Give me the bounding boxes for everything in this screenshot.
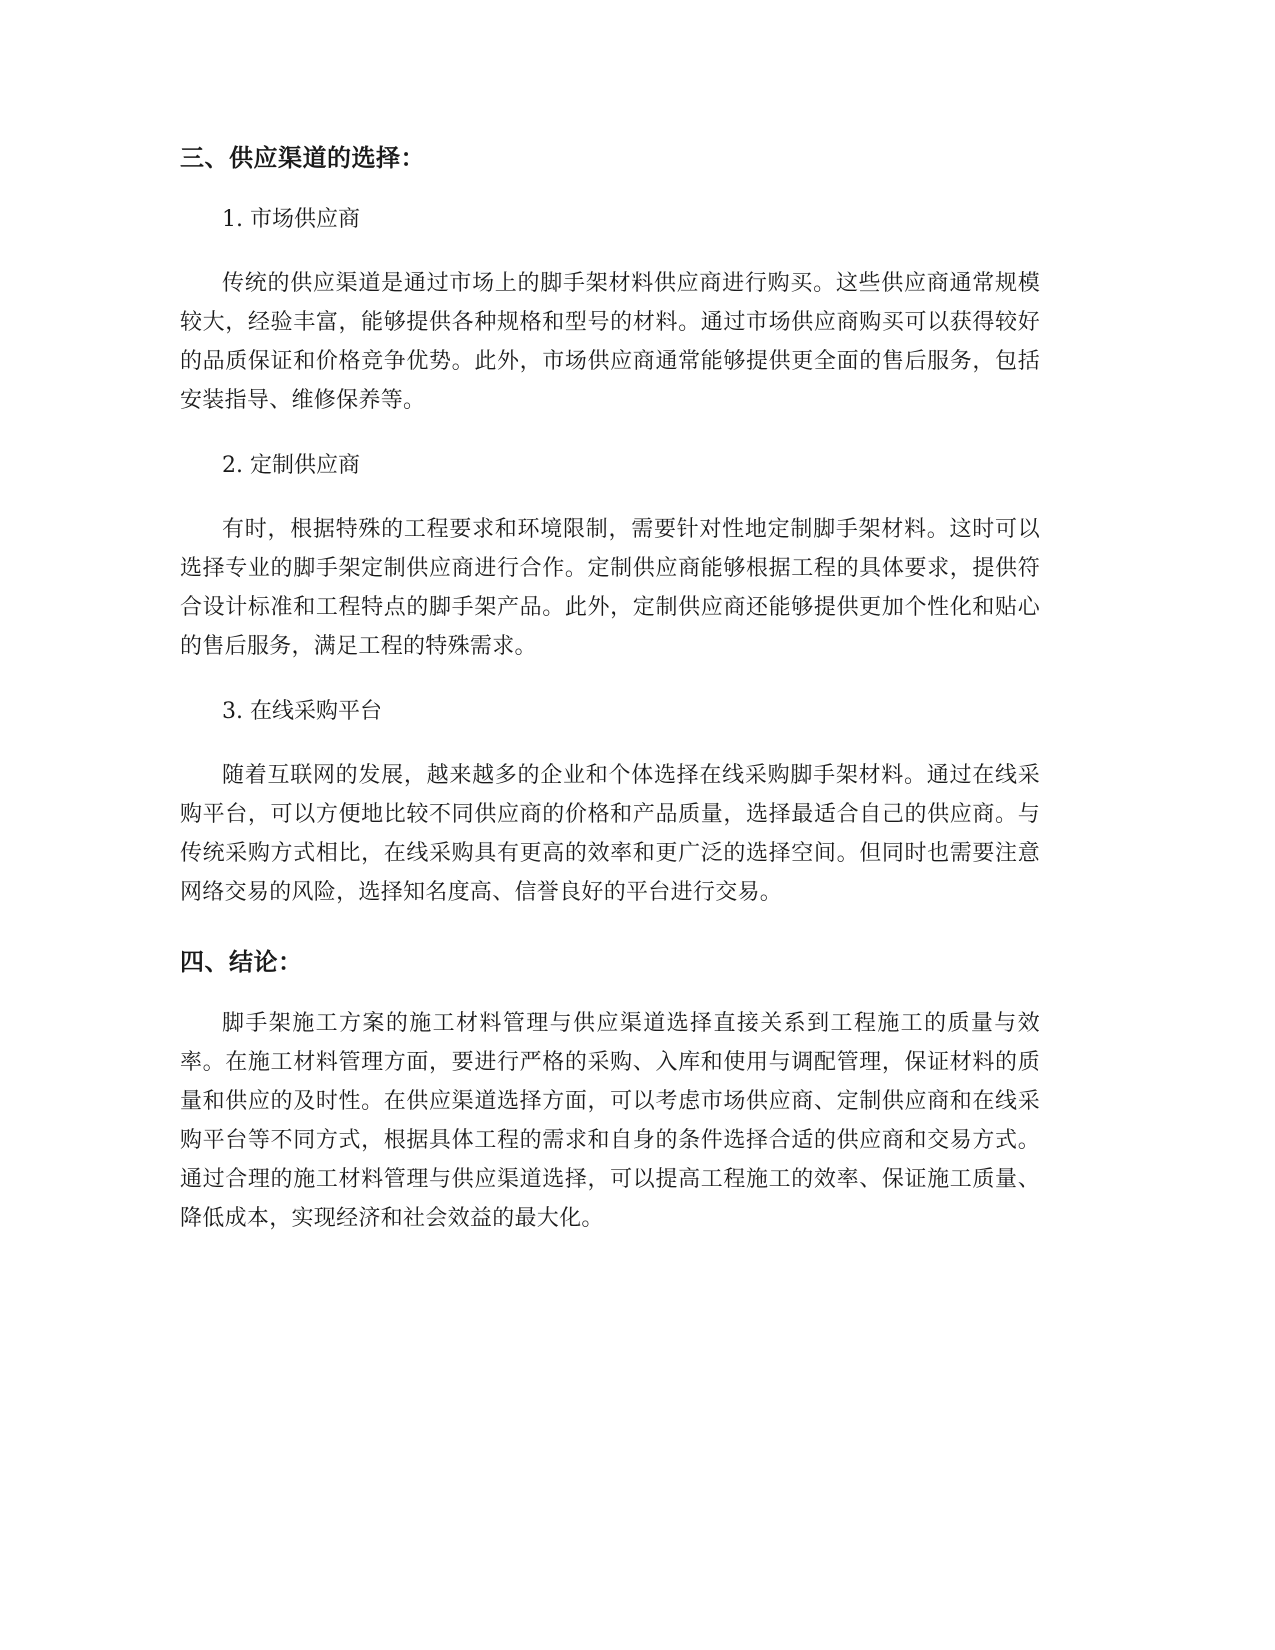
paragraph-market-suppliers: 传统的供应渠道是通过市场上的脚手架材料供应商进行购买。这些供应商通常规模较大，经验丰富，能够提供各种规格和型号的材料。通过市场供应商购买可以获得较好的品质保证和价格竞争优势。此外，市场供应商通常能够提供更全面的售后服务，包括安装指导、维修保养等。 — [180, 271, 1040, 413]
paragraph-online-platform: 随着互联网的发展，越来越多的企业和个体选择在线采购脚手架材料。通过在线采购平台，可以方便地比较不同供应商的价格和产品质量，选择最适合自己的供应商。与传统采购方式相比，在线采购具有更高的效率和更广泛的选择空间。但同时也需要注意网络交易的风险，选择知名度高、信誉良好的平台进行交易。 — [180, 763, 1040, 905]
section-heading-conclusion: 四、结论： — [180, 948, 303, 976]
subheading-market-suppliers: 1. 市场供应商 — [222, 207, 360, 232]
document-page — [180, 138, 1040, 1264]
section-heading-supply-channels: 三、供应渠道的选择： — [180, 144, 425, 172]
subheading-online-platform: 3. 在线采购平台 — [222, 699, 382, 724]
subheading-custom-suppliers: 2. 定制供应商 — [222, 453, 360, 478]
paragraph-custom-suppliers: 有时，根据特殊的工程要求和环境限制，需要针对性地定制脚手架材料。这时可以选择专业的脚手架定制供应商进行合作。定制供应商能够根据工程的具体要求，提供符合设计标准和工程特点的脚手架产品。此外，定制供应商还能够提供更加个性化和贴心的售后服务，满足工程的特殊需求。 — [180, 517, 1040, 659]
paragraph-conclusion: 脚手架施工方案的施工材料管理与供应渠道选择直接关系到工程施工的质量与效率。在施工材料管理方面，要进行严格的采购、入库和使用与调配管理，保证材料的质量和供应的及时性。在供应渠道选择方面，可以考虑市场供应商、定制供应商和在线采购平台等不同方式，根据具体工程的需求和自身的条件选择合适的供应商和交易方式。通过合理的施工材料管理与供应渠道选择，可以提高工程施工的效率、保证施工质量、降低成本，实现经济和社会效益的最大化。 — [180, 1011, 1040, 1231]
